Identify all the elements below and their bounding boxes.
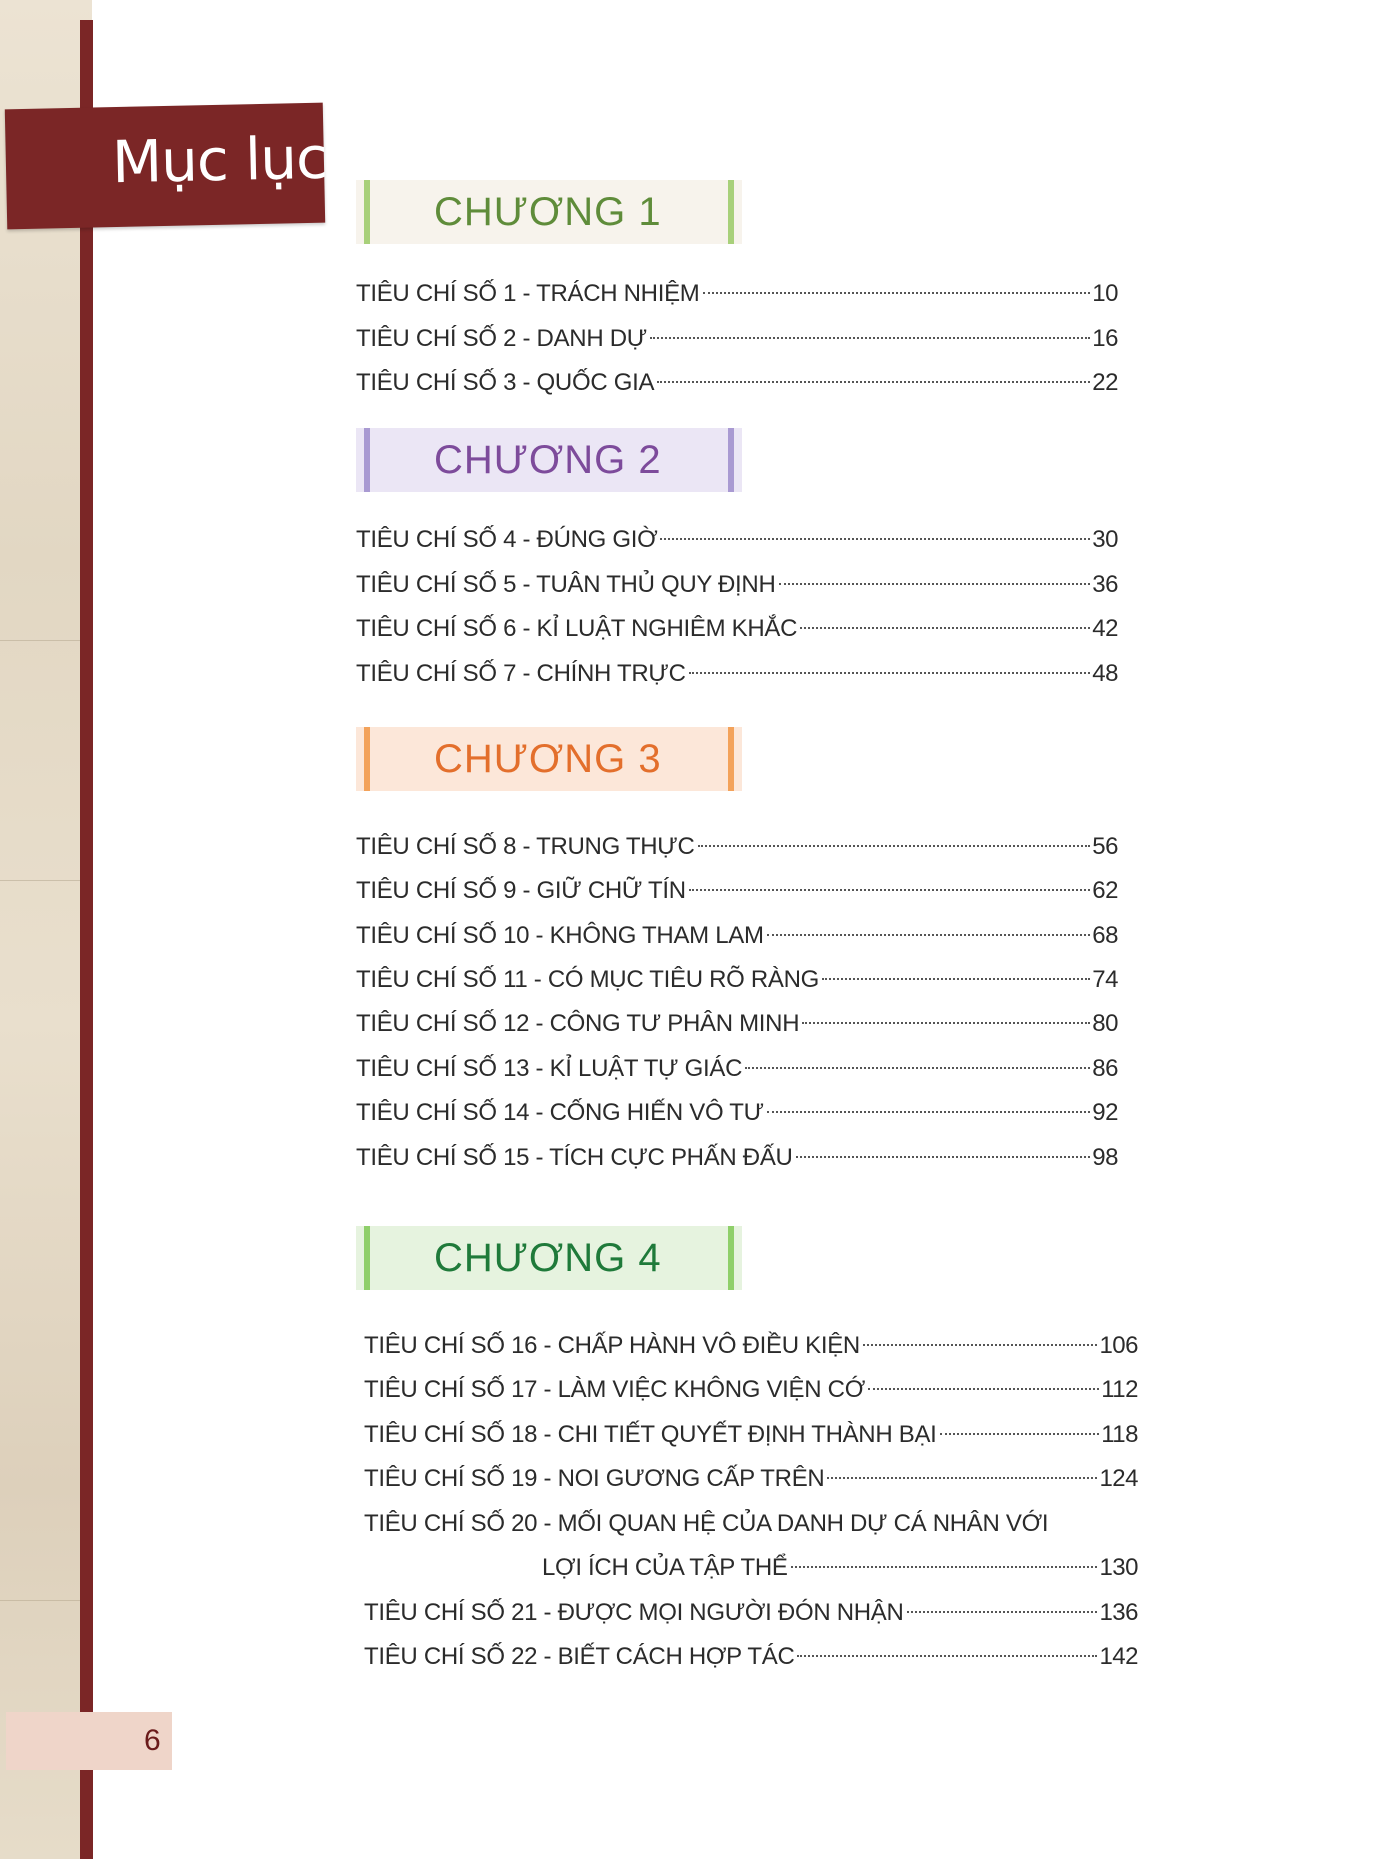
toc-entry-page: 42 [1092, 615, 1118, 642]
toc-leader-dots [689, 672, 1091, 674]
toc-leader-dots [660, 538, 1090, 540]
toc-entry-title: TIÊU CHÍ SỐ 22 - BIẾT CÁCH HỢP TÁC [364, 1643, 795, 1670]
chapter-bar-right [728, 727, 734, 791]
toc-entry-page: 98 [1092, 1144, 1118, 1171]
toc-entry-page: 124 [1099, 1465, 1138, 1492]
toc-entry[interactable] [356, 1091, 1118, 1135]
toc-entry[interactable] [364, 1324, 1138, 1368]
toc-leader-dots [767, 934, 1091, 936]
toc-leader-dots [802, 1022, 1090, 1024]
toc-entry[interactable] [356, 272, 1118, 316]
toc-entry[interactable] [356, 1002, 1118, 1046]
toc-leader-dots [791, 1566, 1098, 1568]
chapter-bar-right [728, 1226, 734, 1290]
toc-entry-title: TIÊU CHÍ SỐ 8 - TRUNG THỰC [356, 833, 695, 860]
toc-entry-title: TIÊU CHÍ SỐ 16 - CHẤP HÀNH VÔ ĐIỀU KIỆN [364, 1332, 860, 1359]
toc-leader-dots [796, 1156, 1091, 1158]
toc-entry-title: TIÊU CHÍ SỐ 13 - KỈ LUẬT TỰ GIÁC [356, 1055, 743, 1082]
toc-entry-title: TIÊU CHÍ SỐ 2 - DANH DỰ [356, 325, 647, 352]
toc-leader-dots [698, 845, 1091, 847]
toc-entry-page: 30 [1092, 526, 1118, 553]
toc-leader-dots [863, 1344, 1097, 1346]
toc-leader-dots [779, 583, 1091, 585]
toc-entry-title: TIÊU CHÍ SỐ 3 - QUỐC GIA [356, 369, 655, 396]
toc-leader-dots [827, 1477, 1097, 1479]
toc-entry-title: TIÊU CHÍ SỐ 5 - TUÂN THỦ QUY ĐỊNH [356, 571, 776, 598]
toc-leader-dots [703, 292, 1091, 294]
chapter-label: CHƯƠNG 1 [434, 190, 662, 234]
toc-entry-title: TIÊU CHÍ SỐ 11 - CÓ MỤC TIÊU RÕ RÀNG [356, 966, 820, 993]
toc-entry-continuation[interactable] [542, 1546, 1138, 1590]
toc-entry-page: 130 [1099, 1554, 1138, 1581]
toc-entry[interactable] [356, 825, 1118, 869]
toc-entry-page: 10 [1092, 280, 1118, 307]
chapter-bar-left [364, 428, 370, 492]
chapter-4-header [356, 1226, 742, 1290]
page-number: 6 [144, 1724, 161, 1757]
toc-entry[interactable] [356, 914, 1118, 958]
toc-entry-title: TIÊU CHÍ SỐ 12 - CÔNG TƯ PHÂN MINH [356, 1010, 800, 1037]
toc-entry[interactable] [356, 1136, 1118, 1180]
chapter-1-header [356, 180, 742, 244]
parchment-crease [0, 880, 92, 881]
chapter-2-header [356, 428, 742, 492]
toc-entry[interactable] [356, 361, 1118, 405]
toc-entry-title: TIÊU CHÍ SỐ 18 - CHI TIẾT QUYẾT ĐỊNH THÀNH BẠI [364, 1421, 937, 1448]
toc-leader-dots [868, 1388, 1099, 1390]
toc-entry-page: 80 [1092, 1010, 1118, 1037]
toc-entry[interactable] [356, 563, 1118, 607]
toc-entry-page: 106 [1099, 1332, 1138, 1359]
toc-entry-title: TIÊU CHÍ SỐ 4 - ĐÚNG GIỜ [356, 526, 658, 553]
toc-entry[interactable] [356, 518, 1118, 562]
toc-entry[interactable] [356, 869, 1118, 913]
parchment-crease [0, 640, 92, 641]
toc-entry-title[interactable]: TIÊU CHÍ SỐ 20 - MỐI QUAN HỆ CỦA DANH DỰ CÁ NHÂN VỚI [364, 1510, 1049, 1537]
toc-entry[interactable] [364, 1368, 1138, 1412]
chapter-bar-left [364, 1226, 370, 1290]
toc-entry-title: TIÊU CHÍ SỐ 10 - KHÔNG THAM LAM [356, 922, 764, 949]
parchment-crease [0, 1600, 92, 1601]
toc-entry[interactable] [364, 1413, 1138, 1457]
toc-entry[interactable] [356, 317, 1118, 361]
toc-entry-title: TIÊU CHÍ SỐ 1 - TRÁCH NHIỆM [356, 280, 700, 307]
toc-entry-title-continued: LỢI ÍCH CỦA TẬP THỂ [542, 1554, 788, 1581]
toc-entry-page: 48 [1092, 660, 1118, 687]
chapter-label: CHƯƠNG 3 [434, 737, 662, 781]
toc-entry-page: 86 [1092, 1055, 1118, 1082]
toc-leader-dots [689, 889, 1090, 891]
toc-entry-page: 16 [1092, 325, 1118, 352]
toc-entry[interactable] [356, 958, 1118, 1002]
page-title: Mục lục [111, 123, 328, 197]
toc-entry-title: TIÊU CHÍ SỐ 6 - KỈ LUẬT NGHIÊM KHẮC [356, 615, 798, 642]
chapter-label: CHƯƠNG 2 [434, 438, 662, 482]
chapter-bar-left [364, 180, 370, 244]
toc-entry[interactable] [364, 1457, 1138, 1501]
toc-entry-page: 112 [1101, 1376, 1138, 1403]
toc-entry-page: 142 [1099, 1643, 1138, 1670]
toc-entry-page: 62 [1092, 877, 1118, 904]
toc-entry-page: 22 [1092, 369, 1118, 396]
toc-entry-title: TIÊU CHÍ SỐ 15 - TÍCH CỰC PHẤN ĐẤU [356, 1144, 793, 1171]
toc-entry[interactable] [364, 1591, 1138, 1635]
toc-entry[interactable] [356, 652, 1118, 696]
toc-entry[interactable] [356, 607, 1118, 651]
toc-entry-title: TIÊU CHÍ SỐ 21 - ĐƯỢC MỌI NGƯỜI ĐÓN NHẬN [364, 1599, 904, 1626]
toc-entry-page: 92 [1092, 1099, 1118, 1126]
chapter-3-header [356, 727, 742, 791]
toc-entry-page: 118 [1101, 1421, 1138, 1448]
toc-entry[interactable] [356, 1047, 1118, 1091]
toc-leader-dots [745, 1067, 1090, 1069]
chapter-bar-right [728, 428, 734, 492]
chapter-bar-left [364, 727, 370, 791]
toc-leader-dots [800, 627, 1090, 629]
toc-entry-page: 68 [1092, 922, 1118, 949]
toc-entry-page: 136 [1099, 1599, 1138, 1626]
toc-entry-page: 36 [1092, 571, 1118, 598]
toc-entry-page: 56 [1092, 833, 1118, 860]
toc-entry-page: 74 [1092, 966, 1118, 993]
toc-leader-dots [940, 1433, 1100, 1435]
toc-entry-title: TIÊU CHÍ SỐ 14 - CỐNG HIẾN VÔ TƯ [356, 1099, 764, 1126]
chapter-bar-right [728, 180, 734, 244]
toc-entry[interactable] [364, 1635, 1138, 1679]
toc-leader-dots [650, 337, 1090, 339]
toc-leader-dots [822, 978, 1090, 980]
toc-leader-dots [657, 381, 1090, 383]
toc-entry-title: TIÊU CHÍ SỐ 19 - NOI GƯƠNG CẤP TRÊN [364, 1465, 825, 1492]
toc-leader-dots [907, 1611, 1098, 1613]
toc-leader-dots [767, 1111, 1090, 1113]
parchment-margin [0, 0, 92, 1859]
toc-entry-title: TIÊU CHÍ SỐ 9 - GIỮ CHỮ TÍN [356, 877, 686, 904]
chapter-label: CHƯƠNG 4 [434, 1236, 662, 1280]
toc-entry-title: TIÊU CHÍ SỐ 7 - CHÍNH TRỰC [356, 660, 686, 687]
toc-leader-dots [797, 1655, 1097, 1657]
toc-entry-title: TIÊU CHÍ SỐ 17 - LÀM VIỆC KHÔNG VIỆN CỚ [364, 1376, 865, 1403]
page-spine-bar [80, 20, 93, 1859]
